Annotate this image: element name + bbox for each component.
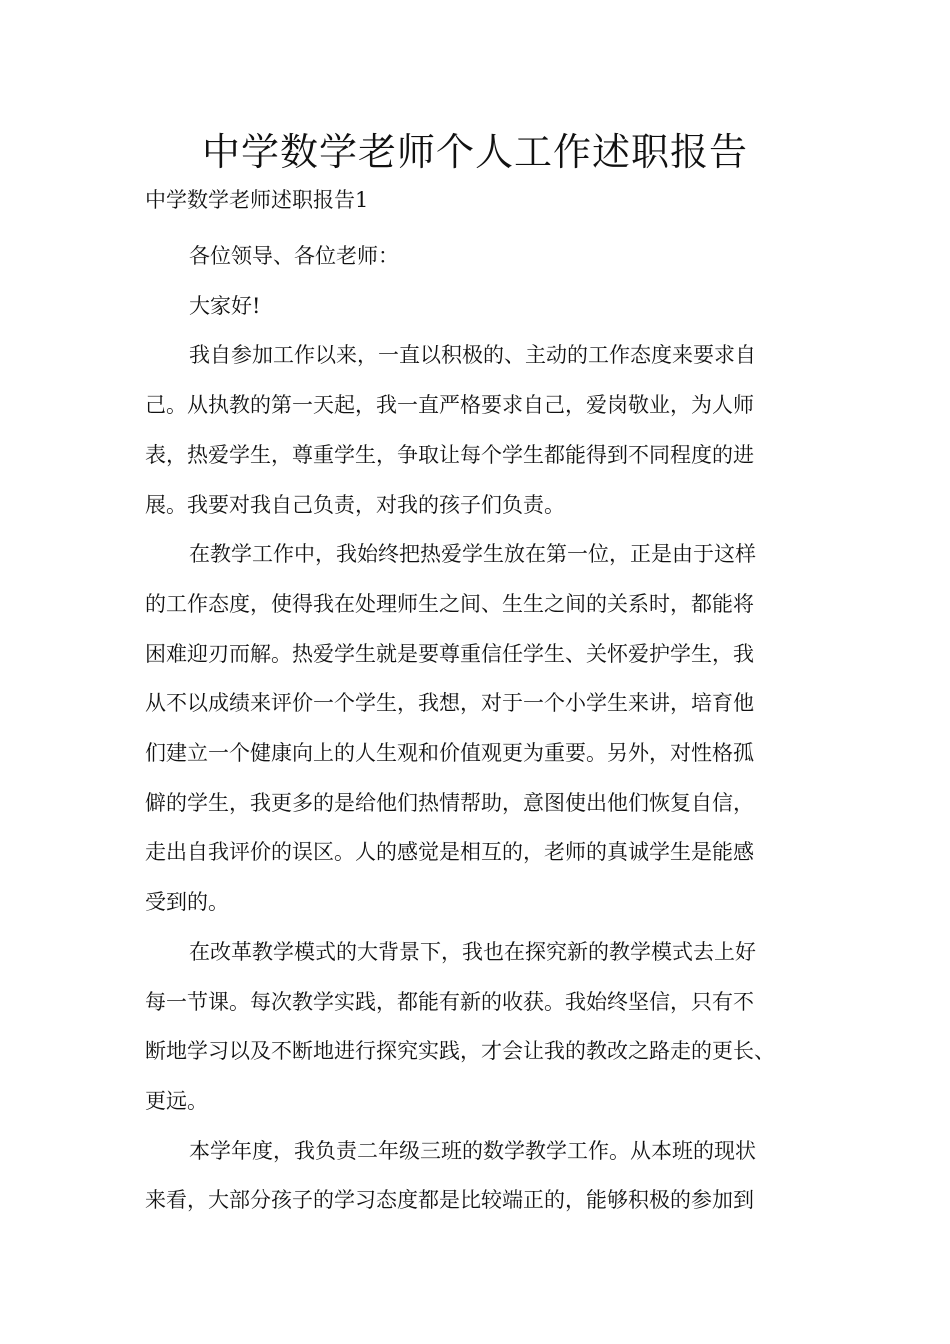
text-line: 每一节课。每次教学实践，都能有新的收获。我始终坚信，只有不 — [145, 989, 754, 1014]
text-line: 各位领导、各位老师： — [189, 244, 399, 268]
text-line: 更远。 — [145, 1088, 208, 1113]
text-line: 己。从执教的第一天起，我一直严格要求自己，爱岗敬业，为人师 — [145, 393, 754, 418]
text-line: 表，热爱学生，尊重学生，争取让每个学生都能得到不同程度的进 — [145, 442, 754, 467]
text-line: 本学年度，我负责二年级三班的数学教学工作。从本班的现状 — [189, 1138, 756, 1163]
text-line: 来看，大部分孩子的学习态度都是比较端正的，能够积极的参加到 — [145, 1188, 754, 1213]
document-title: 中学数学老师个人工作述职报告 — [201, 130, 748, 174]
text-line: 困难迎刃而解。热爱学生就是要尊重信任学生、关怀爱护学生，我 — [145, 641, 754, 666]
text-line: 从不以成绩来评价一个学生，我想，对于一个小学生来讲，培育他 — [145, 691, 754, 716]
text-line: 我自参加工作以来，一直以积极的、主动的工作态度来要求自 — [189, 343, 756, 368]
text-line: 的工作态度，使得我在处理师生之间、生生之间的关系时，都能将 — [145, 591, 754, 616]
text-line: 受到的。 — [145, 890, 229, 915]
document-subtitle: 中学数学老师述职报告1 — [145, 188, 369, 212]
text-line: 大家好! — [189, 293, 261, 318]
text-line: 走出自我评价的误区。人的感觉是相互的，老师的真诚学生是能感 — [145, 840, 754, 865]
text-line: 在改革教学模式的大背景下，我也在探究新的教学模式去上好 — [189, 939, 756, 964]
text-line: 在教学工作中，我始终把热爱学生放在第一位，正是由于这样 — [189, 542, 756, 567]
document-body — [145, 232, 815, 1226]
text-line: 们建立一个健康向上的人生观和价值观更为重要。另外，对性格孤 — [145, 741, 754, 766]
text-line: 僻的学生，我更多的是给他们热情帮助，意图使出他们恢复自信， — [145, 790, 754, 815]
text-line: 展。我要对我自己负责，对我的孩子们负责。 — [145, 492, 565, 517]
text-line: 断地学习以及不断地进行探究实践，才会让我的教改之路走的更长、 — [145, 1039, 775, 1064]
